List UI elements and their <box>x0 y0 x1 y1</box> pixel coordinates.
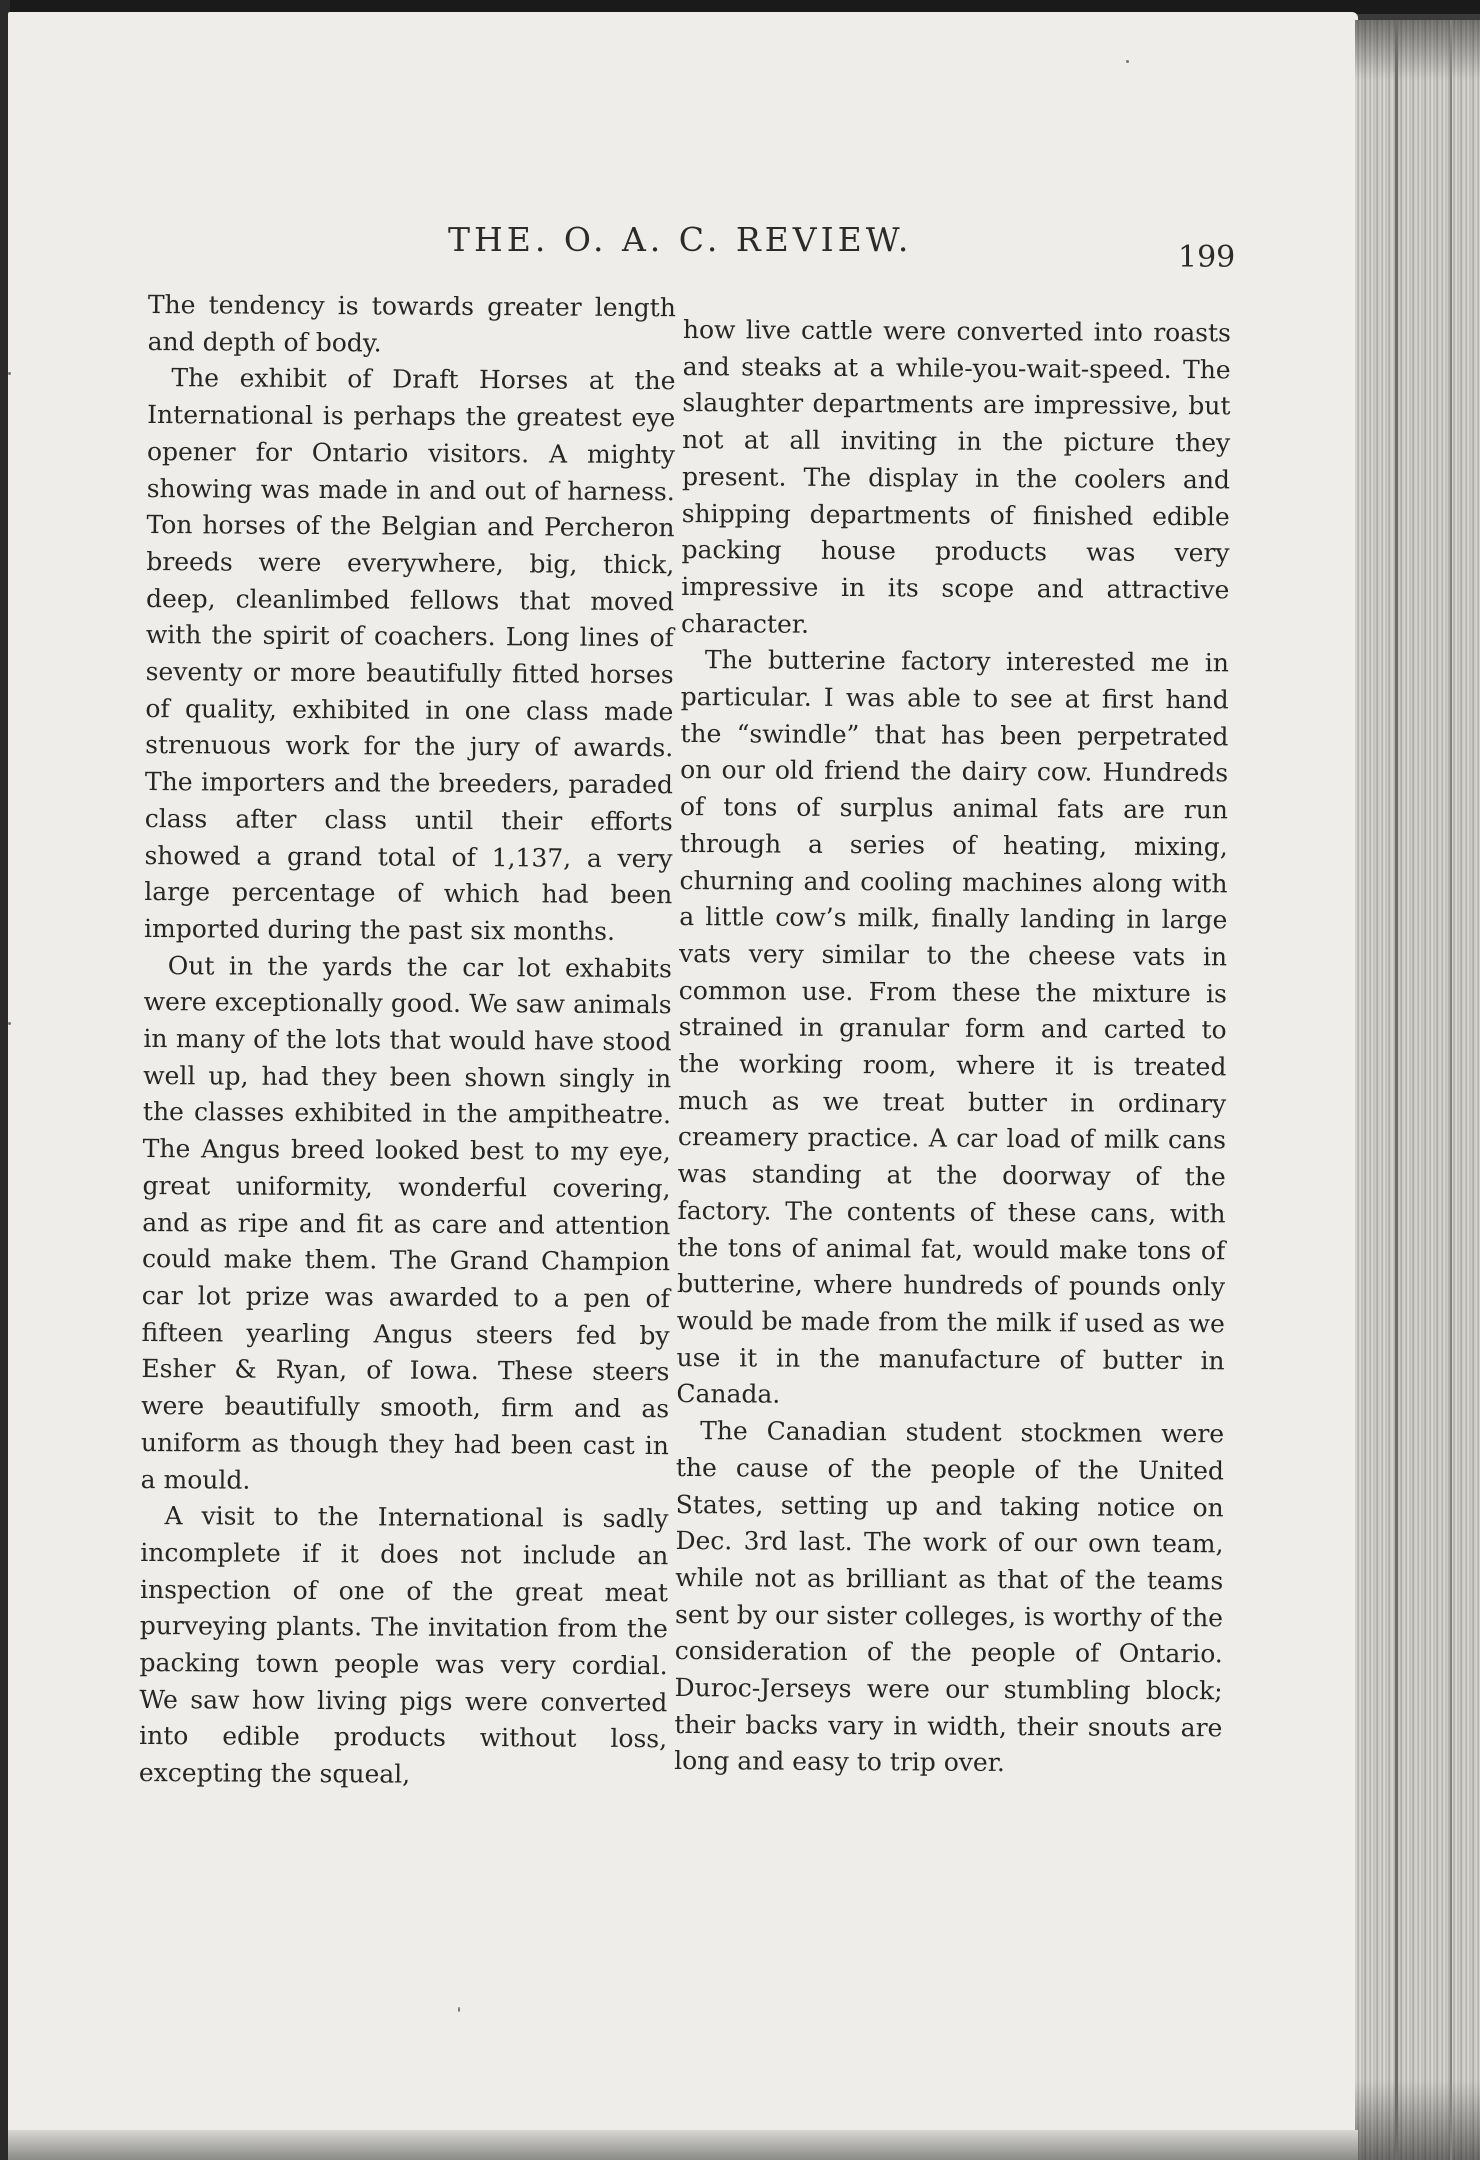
paper-speck <box>1126 60 1129 63</box>
paper-speck <box>8 372 11 375</box>
page-number: 199 <box>1178 240 1236 275</box>
running-title: THE. O. A. C. REVIEW. <box>448 220 913 259</box>
paragraph: The butterine factory interested me in particular. I was able to see at first hand the “swindle” that has been perpetrated on our old friend the dairy cow. Hundreds of tons of surplus animal fats are run through a series of heating, mixing, churning and cooling machines along with a little cow’s milk, finally landing in large vats very similar to the cheese vats in common use. From these the mixture is strained in granular form and carted to the working room, where it is treated much as we treat butter in ordinary creamery practice. A car load of milk cans was standing at the doorway of the factory. The contents of these cans, with the tons of animal fat, would make tons of butterine, where hundreds of pounds only would be made from the milk if used as we use it in the manufacture of butter in Canada. <box>676 645 1229 1410</box>
paragraph: The Canadian student stockmen were the cause of the people of the United States, setting up and taking notice on Dec. 3rd last. The work of our own team, while not as brilliant as that of the teams sent by our sister colleges, is worthy of the consideration of the people of Ontario. Duroc-Jerseys were our stumbling block; their backs vary in width, their snouts are long and easy to trip over. <box>674 1416 1225 1778</box>
book-page <box>8 12 1358 2146</box>
right-column <box>674 312 1231 1783</box>
paragraph: The exhibit of Draft Horses at the International is perhaps the greatest eye opener for Ontario visitors. A mighty showing was made in and out of harness. Ton horses of the Belgian and Percheron breeds were everywhere, big, thick, deep, cleanlimbed fellows that moved with the spirit of coachers. Long lines of seventy or more beautifully fitted horses of quality, exhibited in one class made strenuous work for the jury of awards. The importers and the breeders, paraded class after class until their efforts showed a grand total of 1,137, a very large percentage of which had been imported during the past six months. <box>143 363 676 946</box>
paragraph: how live cattle were converted into roasts and steaks at a while-you-wait-speed. The slaughter departments are impressive, but not at all inviting in the picture they present. The display in the coolers and shipping departments of finished edible packing house products was very impressive in its scope and attractive character. <box>681 314 1231 639</box>
fore-edge-line <box>1450 20 1452 2160</box>
paragraph: Out in the yards the car lot exhabits were exceptionally good. We saw animals in many of the lots that would have stood well up, had they been shown singly in the classes exhibited in the ampitheatre. The Angus breed looked best to my eye, great uniformity, wonderful covering, and as ripe and fit as care and attention could make them. The Grand Champion car lot prize was awarded to a pen of fifteen yearling Angus steers fed by Esher & Ryan, of Iowa. These steers were beautifully smooth, firm and as uniform as though they had been cast in a mould. <box>140 950 672 1495</box>
left-column <box>139 287 676 1795</box>
paper-speck <box>8 1022 11 1025</box>
page-bottom-shadow <box>8 2130 1358 2160</box>
paper-speck <box>458 2007 460 2012</box>
paragraph: The tendency is towards greater length and depth of body. <box>147 289 676 358</box>
fore-edge-line <box>1395 20 1398 2160</box>
paragraph: A visit to the International is sadly incomplete if it does not include an inspection of one of the great meat purveying plants. The invitation from the packing town people was very cordial. We saw how living pigs were converted into edible products without loss, excepting the squeal, <box>138 1501 669 1789</box>
book-fore-edge <box>1355 20 1480 2160</box>
